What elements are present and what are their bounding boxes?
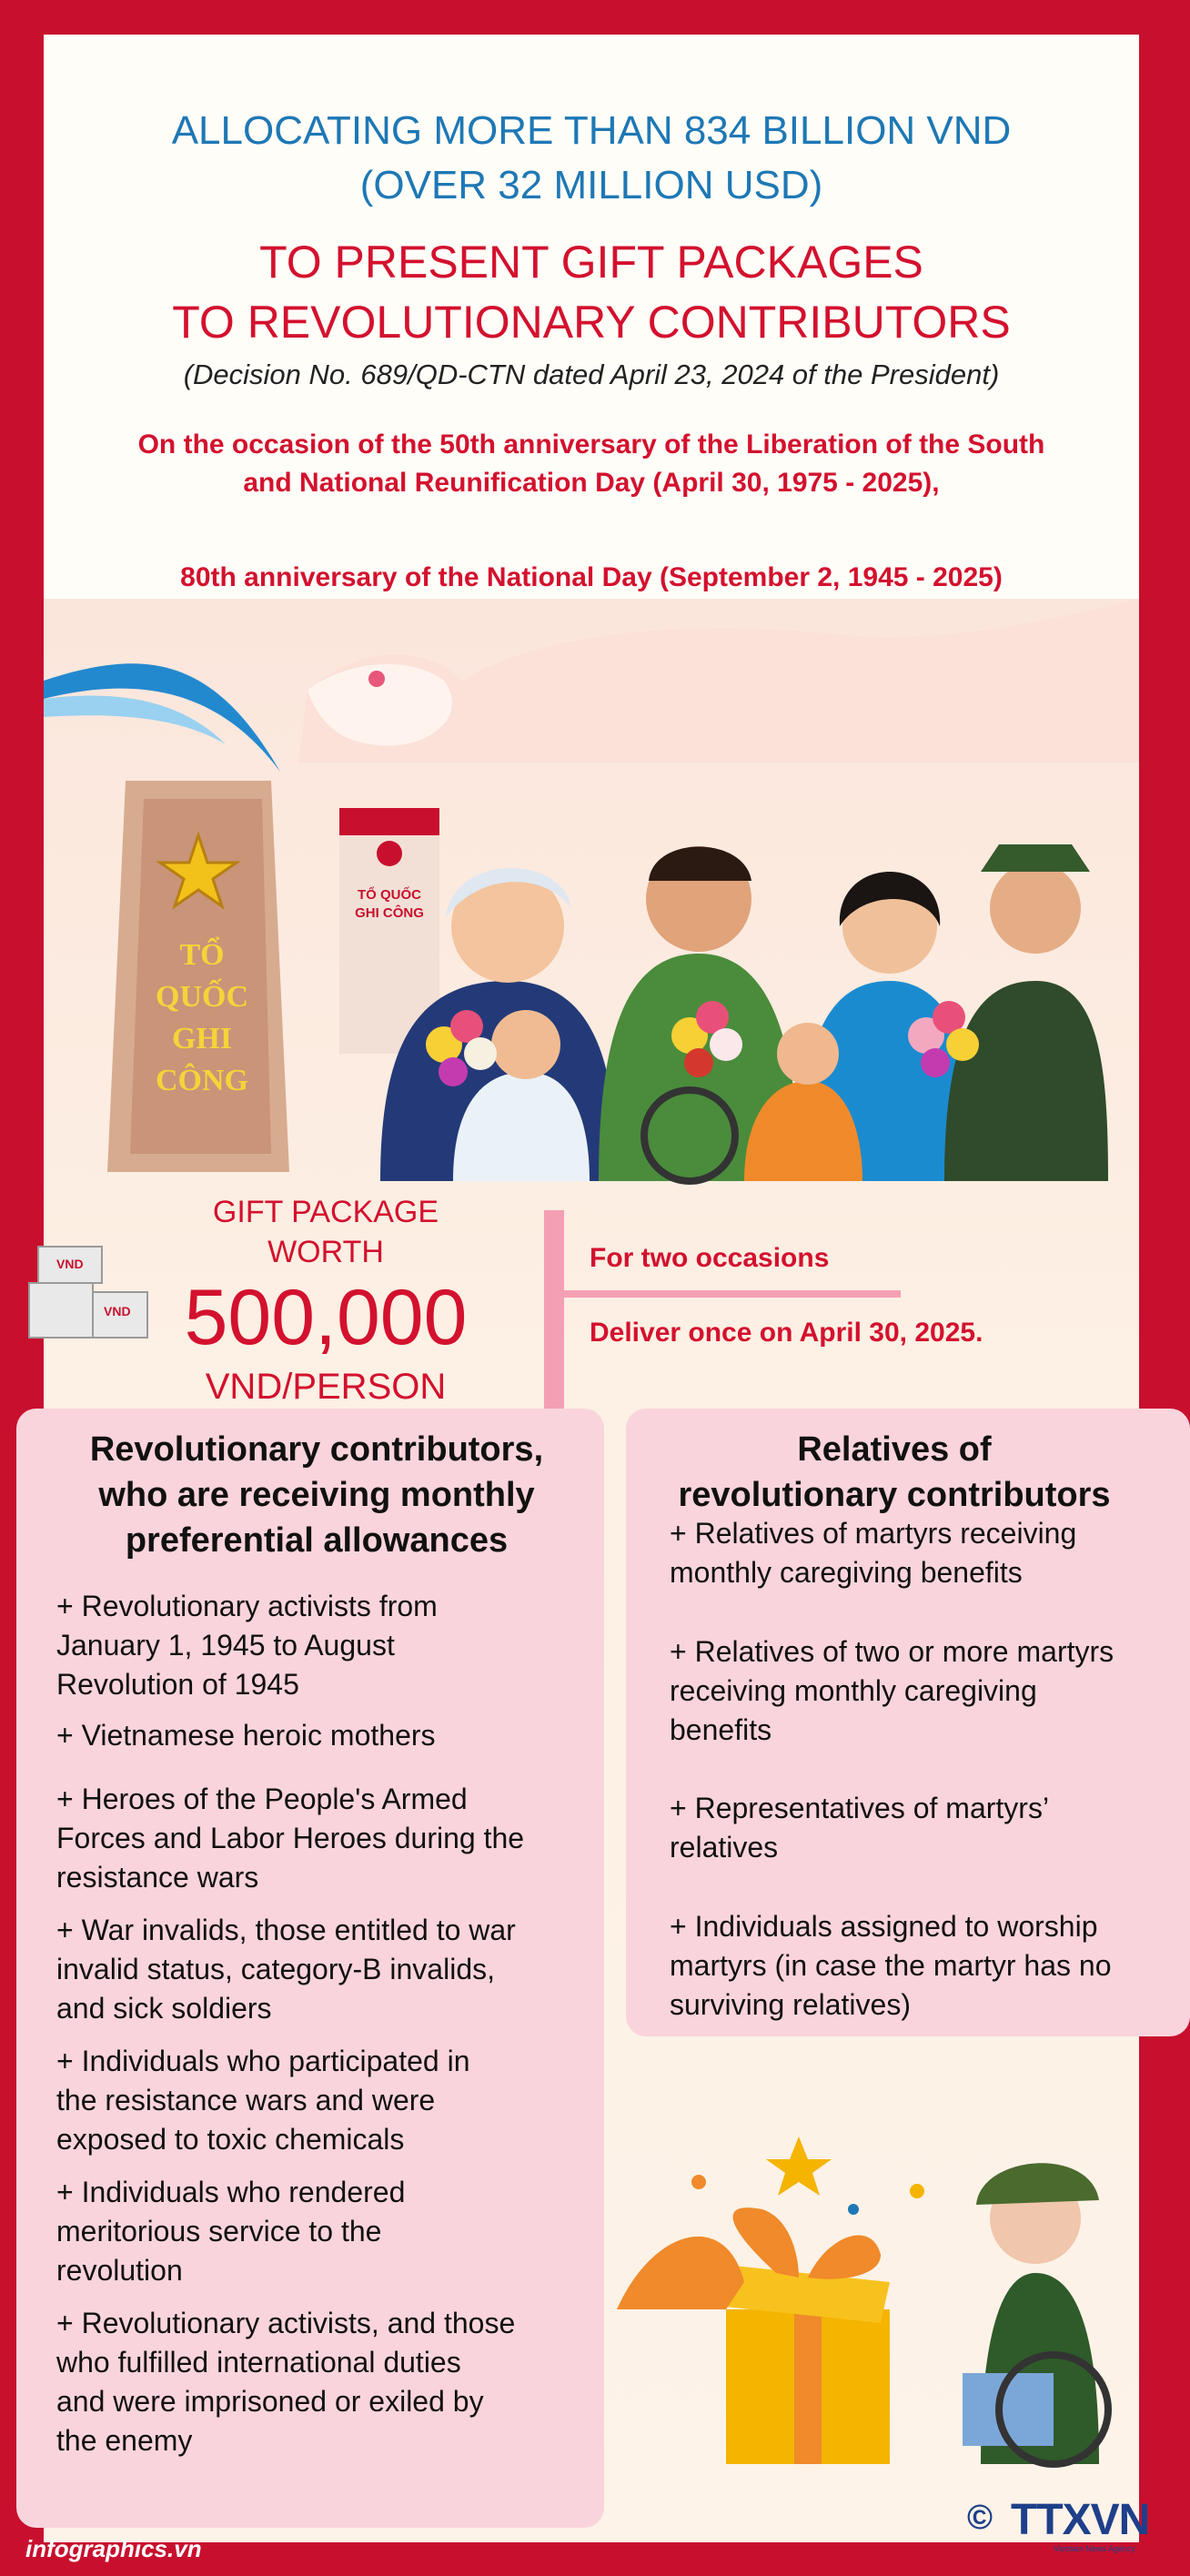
divider-horizontal	[564, 1290, 901, 1298]
list-item: + Relatives of two or more martyrs receiving monthly caregiving benefits	[670, 1635, 1114, 1746]
occasion-two-occasions: For two occasions	[590, 1243, 830, 1273]
occasion-line-1: On the occasion of the 50th anniversary of the Liberation of the South	[137, 429, 1045, 460]
gate-text-1: TỔ QUỐC	[358, 887, 421, 903]
ttxvn-logo-text: TTXVN	[1011, 2496, 1150, 2544]
monument-text-4: CÔNG	[156, 1064, 248, 1097]
ttxvn-logo	[967, 2491, 1172, 2555]
gift-unit: VND/PERSON	[205, 1367, 447, 1407]
list-item: + War invalids, those entitled to war invalid status, category-B invalids, and sick soldiers	[56, 1914, 516, 2025]
headline-line-1: ALLOCATING MORE THAN 834 BILLION VND	[171, 108, 1012, 153]
list-item: + Relatives of martyrs receiving monthly caregiving benefits	[670, 1517, 1077, 1589]
gate-text-2: GHI CÔNG	[355, 905, 424, 921]
relatives-title: Relatives of revolutionary contributors	[678, 1430, 1111, 1514]
gift-box-veteran-illustration	[617, 2100, 1135, 2482]
contributors-title: Revolutionary contributors, who are receiving monthly preferential allowances	[89, 1430, 544, 1560]
headline-line-3: TO PRESENT GIFT PACKAGES	[259, 237, 923, 288]
money-label: VND	[56, 1257, 84, 1271]
occasion-delivery-date: Deliver once on April 30, 2025.	[590, 1318, 983, 1348]
occasion-line-3: 80th anniversary of the National Day (September 2, 1945 - 2025)	[180, 562, 1003, 592]
list-item: + Individuals who rendered meritorious service to the revolution	[56, 2176, 406, 2287]
money-label-2: VND	[104, 1304, 131, 1318]
list-item: + Revolutionary activists, and those who fulfilled international duties and were imprisoned or exiled by the enemy	[56, 2307, 516, 2457]
monument-text-2: QUỐC	[156, 980, 248, 1014]
gift-package-label: GIFT PACKAGE	[212, 1195, 439, 1229]
gift-value-block	[162, 1192, 489, 1410]
list-item: + Individuals who participated in the resistance wars and were exposed to toxic chemicals	[56, 2045, 470, 2156]
monument-text-3: GHI	[171, 1022, 233, 1056]
headline-line-4: TO REVOLUTIONARY CONTRIBUTORS	[172, 297, 1011, 348]
gift-worth-label: WORTH	[267, 1235, 384, 1269]
divider-vertical	[544, 1210, 564, 1418]
ttxvn-logo-subtitle: Vietnam News Agency	[1054, 2544, 1135, 2553]
gift-amount: 500,000	[184, 1274, 468, 1361]
headline-line-2: (OVER 32 MILLION USD)	[359, 163, 823, 207]
decision-reference: (Decision No. 689/QD-CTN dated April 23, 2024 of the President)	[183, 359, 1000, 390]
source-credit: infographics.vn	[25, 2535, 202, 2562]
monument-text-1: TỔ	[179, 938, 225, 972]
list-item: + Vietnamese heroic mothers	[56, 1719, 436, 1752]
list-item: + Representatives of martyrs’ relatives	[670, 1792, 1050, 1864]
money-stack-icon	[20, 1228, 156, 1356]
list-item: + Revolutionary activists from January 1, 1945 to August Revolution of 1945	[56, 1590, 438, 1701]
list-item: + Heroes of the People's Armed Forces and Labor Heroes during the resistance wars	[56, 1783, 525, 1894]
occasion-line-2: and National Reunification Day (April 30, 1975 - 2025),	[243, 468, 940, 498]
veterans-family-illustration	[107, 772, 1108, 1181]
list-item: + Individuals assigned to worship martyrs (in case the martyr has no surviving relatives)	[670, 1910, 1112, 2021]
copyright-symbol: ©	[967, 2499, 993, 2537]
